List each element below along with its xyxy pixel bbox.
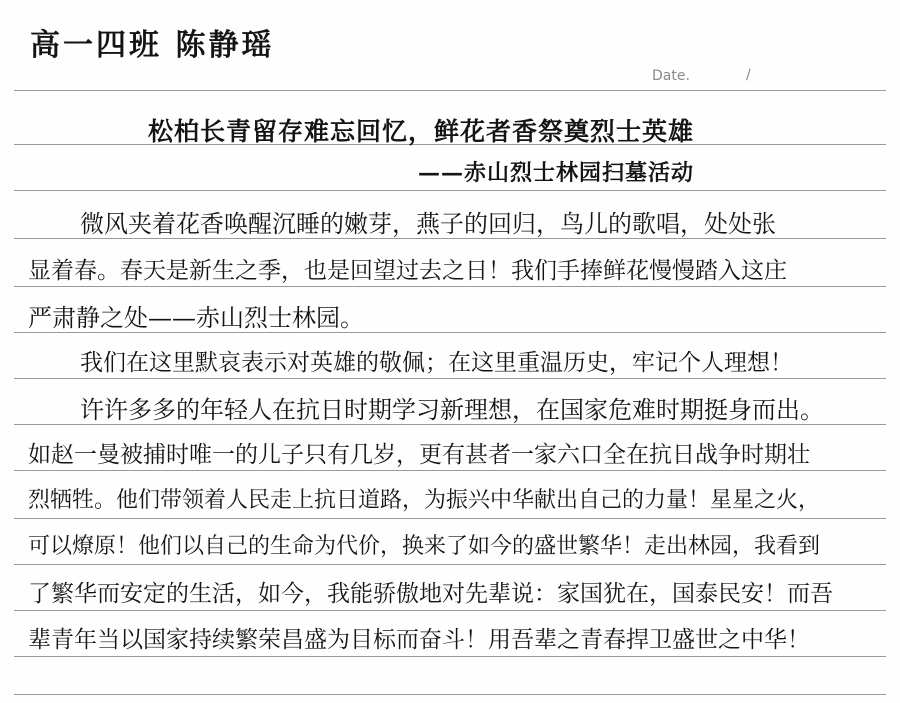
ruled-line xyxy=(14,610,886,611)
essay-line: 烈牺牲。他们带领着人民走上抗日道路，为振兴中华献出自己的力量！星星之火， xyxy=(28,488,821,513)
ruled-line xyxy=(14,90,886,91)
ruled-line xyxy=(14,470,886,471)
ruled-line xyxy=(14,656,886,657)
ruled-line xyxy=(14,378,886,379)
essay-line: 显着春。春天是新生之季，也是回望过去之日！我们手捧鲜花慢慢踏入这庄 xyxy=(28,258,787,284)
essay-line: 如赵一曼被捕时唯一的儿子只有几岁，更有甚者一家六口全在抗日战争时期壮 xyxy=(28,442,810,468)
essay-line: 了繁华而安定的生活，如今，我能骄傲地对先辈说：家国犹在，国泰民安！而吾 xyxy=(28,581,833,607)
essay-subtitle: ——赤山烈士林园扫墓活动 xyxy=(418,160,695,186)
date-separator: / xyxy=(746,67,751,83)
author-name: 高一四班 陈静瑶 xyxy=(30,28,275,63)
essay-line: 微风夹着花香唤醒沉睡的嫩芽，燕子的回归，鸟儿的歌唱，处处张 xyxy=(80,210,776,238)
essay-title: 松柏长青留存难忘回忆，鲜花者香祭奠烈士英雄 xyxy=(148,117,695,146)
ruled-line xyxy=(14,190,886,191)
essay-line: 辈青年当以国家持续繁荣昌盛为目标而奋斗！用吾辈之青春捍卫盛世之中华！ xyxy=(28,627,810,653)
ruled-line xyxy=(14,518,886,519)
date-label: Date. xyxy=(652,68,690,84)
ruled-line xyxy=(14,286,886,287)
ruled-line xyxy=(14,694,886,695)
essay-line: 许许多多的年轻人在抗日时期学习新理想，在国家危难时期挺身而出。 xyxy=(80,396,824,424)
essay-line: 我们在这里默哀表示对英雄的敬佩；在这里重温历史，牢记个人理想！ xyxy=(80,350,793,376)
essay-line: 可以燎原！他们以自己的生命为代价，换来了如今的盛世繁华！走出林园，我看到 xyxy=(28,534,821,559)
ruled-line xyxy=(14,564,886,565)
essay-line: 严肃静之处——赤山烈士林园。 xyxy=(28,304,364,332)
